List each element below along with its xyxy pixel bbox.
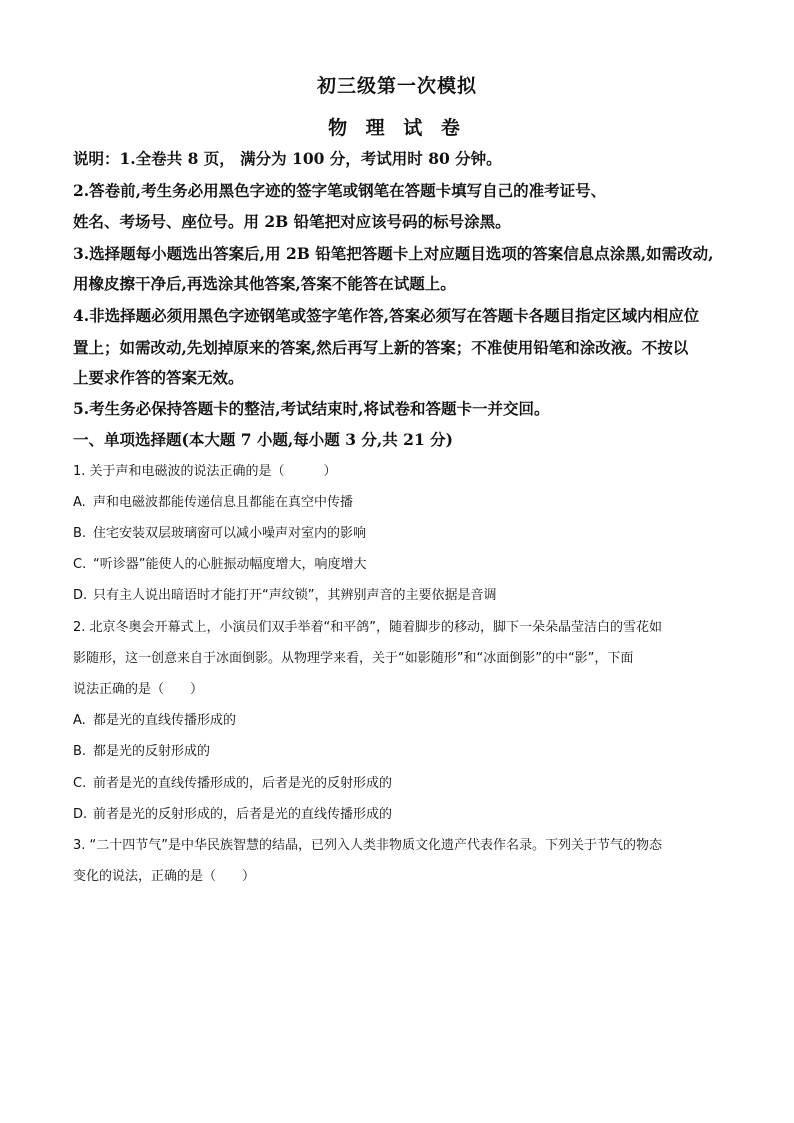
instruction-line-9: 5.考生务必保持答题卡的整洁,考试结束时,将试卷和答题卡一并交回。 (73, 399, 550, 418)
question-1-option-c (73, 555, 366, 575)
instruction-line-2: 2.答卷前,考生务必用黑色字迹的签字笔或钢笔在答题卡填写自己的准考证号、 (73, 181, 607, 200)
instruction-line-1: 说明：1.全卷共 8 页， 满分为 100 分，考试用时 80 分钟。 (73, 149, 502, 168)
option-text: 前者是光的直线传播形成的，后者是光的反射形成的 (93, 776, 393, 791)
question-2-option-d (73, 805, 392, 825)
question-1-option-a (73, 493, 353, 513)
option-text: 都是光的反射形成的 (93, 744, 211, 759)
option-label: C. (73, 776, 87, 791)
option-label: B. (73, 526, 87, 541)
question-2-stem-line-1: 2. 北京冬奥会开幕式上，小演员们双手举着“和平鸽”，随着脚步的移动，脚下一朵朵晶莹洁白的雪花如 (73, 620, 663, 635)
instruction-line-8: 上要求作答的答案无效。 (73, 368, 244, 387)
instruction-line-7: 置上；如需改动,先划掉原来的答案,然后再写上新的答案；不准使用铅笔和涂改液。不按以 (73, 338, 689, 357)
option-text: “听诊器”能使人的心脏振动幅度增大，响度增大 (93, 557, 367, 572)
question-3-stem-line-1: 3. “二十四节气”是中华民族智慧的结晶，已列入人类非物质文化遗产代表作名录。下列关于节气的物态 (73, 838, 663, 853)
instruction-line-4: 3.选择题每小题选出答案后,用 2B 铅笔把答题卡上对应题目选项的答案信息点涂黑,如需改动, (73, 244, 714, 263)
option-label: D. (73, 807, 88, 822)
question-1-option-d (73, 586, 496, 606)
question-2-option-b (73, 742, 210, 762)
question-2-option-a (73, 711, 236, 731)
option-text: 都是光的直线传播形成的 (93, 713, 237, 728)
instruction-line-6: 4.非选择题必须用黑色字迹钢笔或签字笔作答,答案必须写在答题卡各题目指定区域内相应位 (73, 306, 700, 325)
option-text: 声和电磁波都能传递信息且都能在真空中传播 (93, 495, 354, 510)
question-1-option-b (73, 524, 366, 544)
question-1-stem: 1. 关于声和电磁波的说法正确的是（ ） (73, 464, 337, 479)
option-label: D. (73, 588, 88, 603)
option-label: A. (73, 495, 86, 510)
section-heading: 一、单项选择题(本大题 7 小题,每小题 3 分,共 21 分) (73, 430, 453, 449)
option-label: B. (73, 744, 87, 759)
question-2-option-c (73, 774, 392, 794)
question-2-stem-line-3: 说法正确的是（ ） (73, 682, 204, 697)
question-2-stem-line-2: 影随形，这一创意来自于冰面倒影。从物理学来看，关于“如影随形”和“冰面倒影”的中“影”，下面 (73, 651, 634, 666)
instruction-line-5: 用橡皮擦干净后,再选涂其他答案,答案不能答在试题上。 (73, 274, 456, 293)
exam-subject: 物 理 试 卷 (328, 117, 466, 139)
question-3-stem-line-2: 变化的说法，正确的是（ ） (73, 869, 256, 884)
option-text: 前者是光的反射形成的，后者是光的直线传播形成的 (93, 807, 393, 822)
option-label: A. (73, 713, 86, 728)
option-text: 只有主人说出暗语时才能打开“声纹锁”，其辨别声音的主要依据是音调 (93, 588, 497, 603)
option-label: C. (73, 557, 87, 572)
option-text: 住宅安装双层玻璃窗可以减小噪声对室内的影响 (93, 526, 367, 541)
exam-title: 初三级第一次模拟 (316, 75, 477, 97)
instruction-line-3: 姓名、考场号、座位号。用 2B 铅笔把对应该号码的标号涂黑。 (73, 212, 511, 231)
